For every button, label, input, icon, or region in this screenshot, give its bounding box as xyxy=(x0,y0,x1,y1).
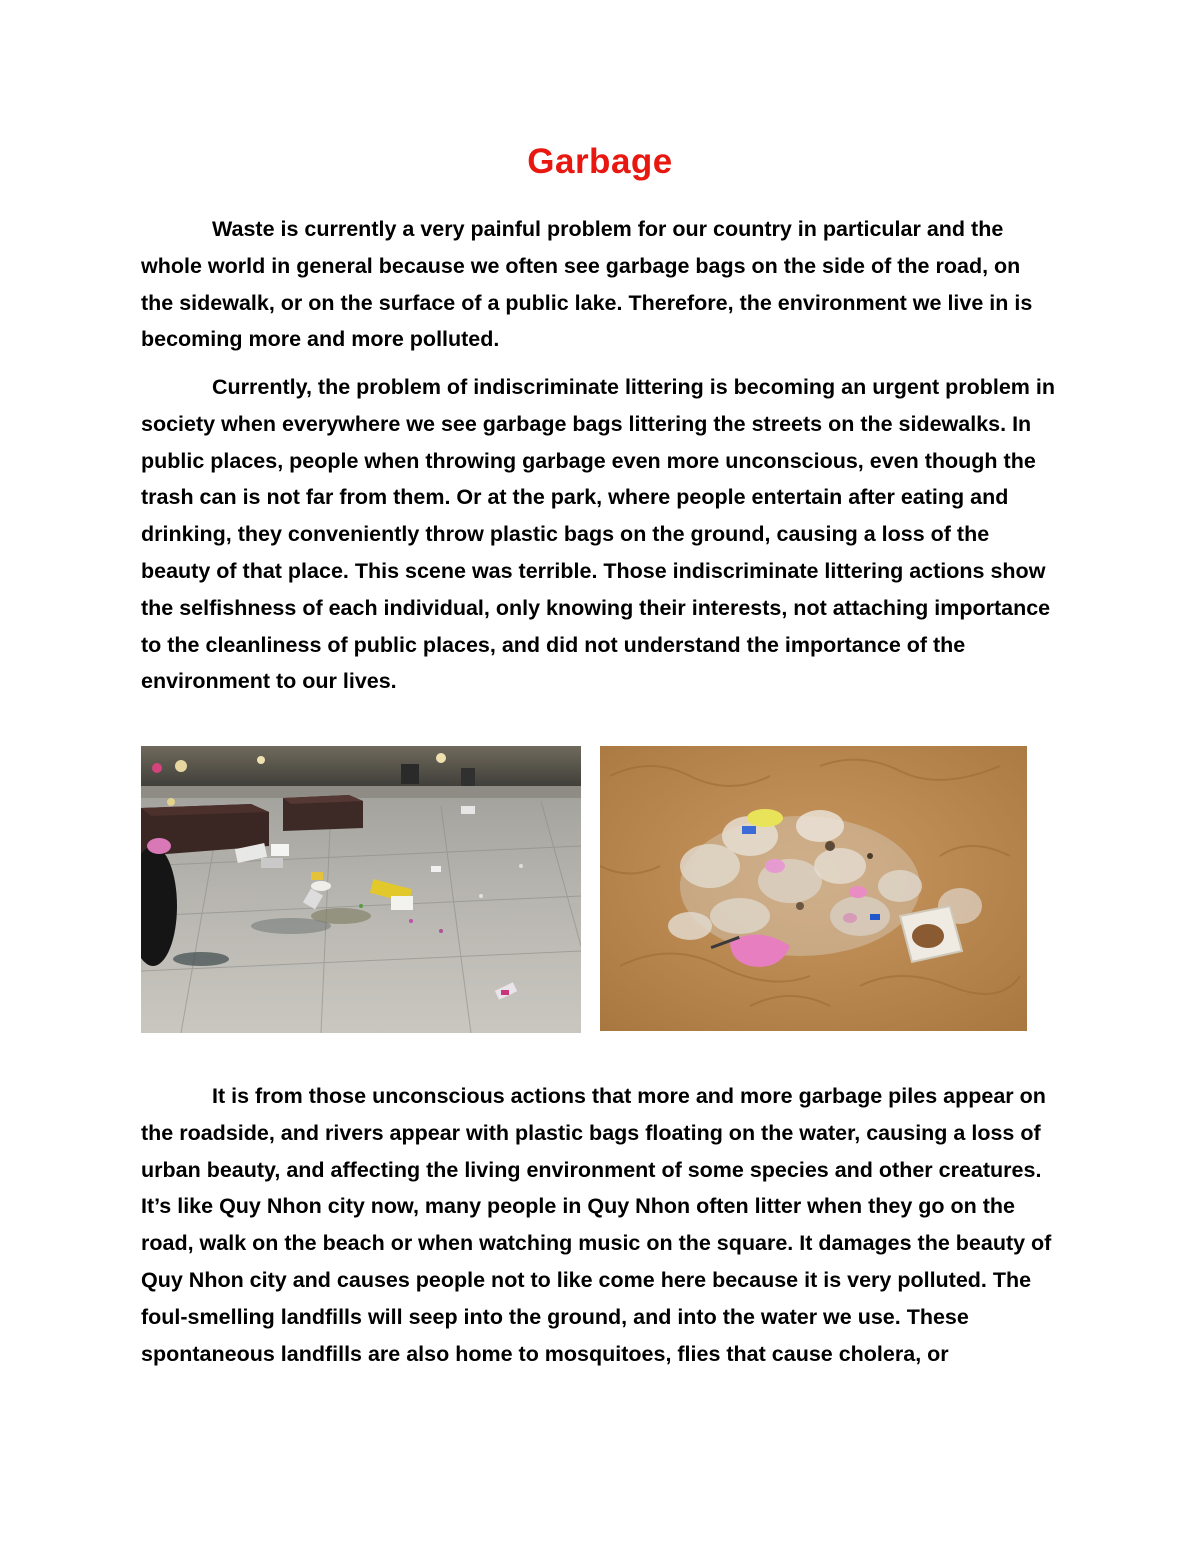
paragraph-3 xyxy=(141,1078,1056,1372)
paragraph-3-text: It is from those unconscious actions that more and more garbage piles appear on the roadside, and rivers appear with plastic bags floating on the water, causing a loss of urban beauty, and affecting the living environment of some species and other creatures. It’s like Quy Nhon city now, many people in Quy Nhon often litter when they go on the road, walk on the beach or when watching music on the square. It damages the beauty of Quy Nhon city and causes people not to like come here because it is very polluted. The foul-smelling landfills will seep into the ground, and into the water we use. These spontaneous landfills are also home to mosquitoes, flies that cause cholera, or xyxy=(141,1084,1052,1366)
document-title: Garbage xyxy=(527,142,673,181)
photo-littered-square xyxy=(141,746,581,1033)
photo-beach-litter xyxy=(600,746,1027,1031)
paragraph-2 xyxy=(141,369,1056,700)
paragraph-1-text: Waste is currently a very painful problem for our country in particular and the whole world in general because we often see garbage bags on the side of the road, on the sidewalk, or on the surface of a public lake. Therefore, the environment we live in is becoming more and more polluted. xyxy=(141,217,1033,352)
paragraph-2-text: Currently, the problem of indiscriminate littering is becoming an urgent problem in society when everywhere we see garbage bags littering the streets on the sidewalks. In public places, people when throwing garbage even more unconscious, even though the trash can is not far from them. Or at the park, where people entertain after eating and drinking, they conveniently throw plastic bags on the ground, causing a loss of the beauty of that place. This scene was terrible. Those indiscriminate littering actions show the selfishness of each individual, only knowing their interests, not attaching importance to the cleanliness of public places, and did not understand the importance of the environment to our lives. xyxy=(141,375,1055,694)
paragraph-1 xyxy=(141,211,1056,358)
